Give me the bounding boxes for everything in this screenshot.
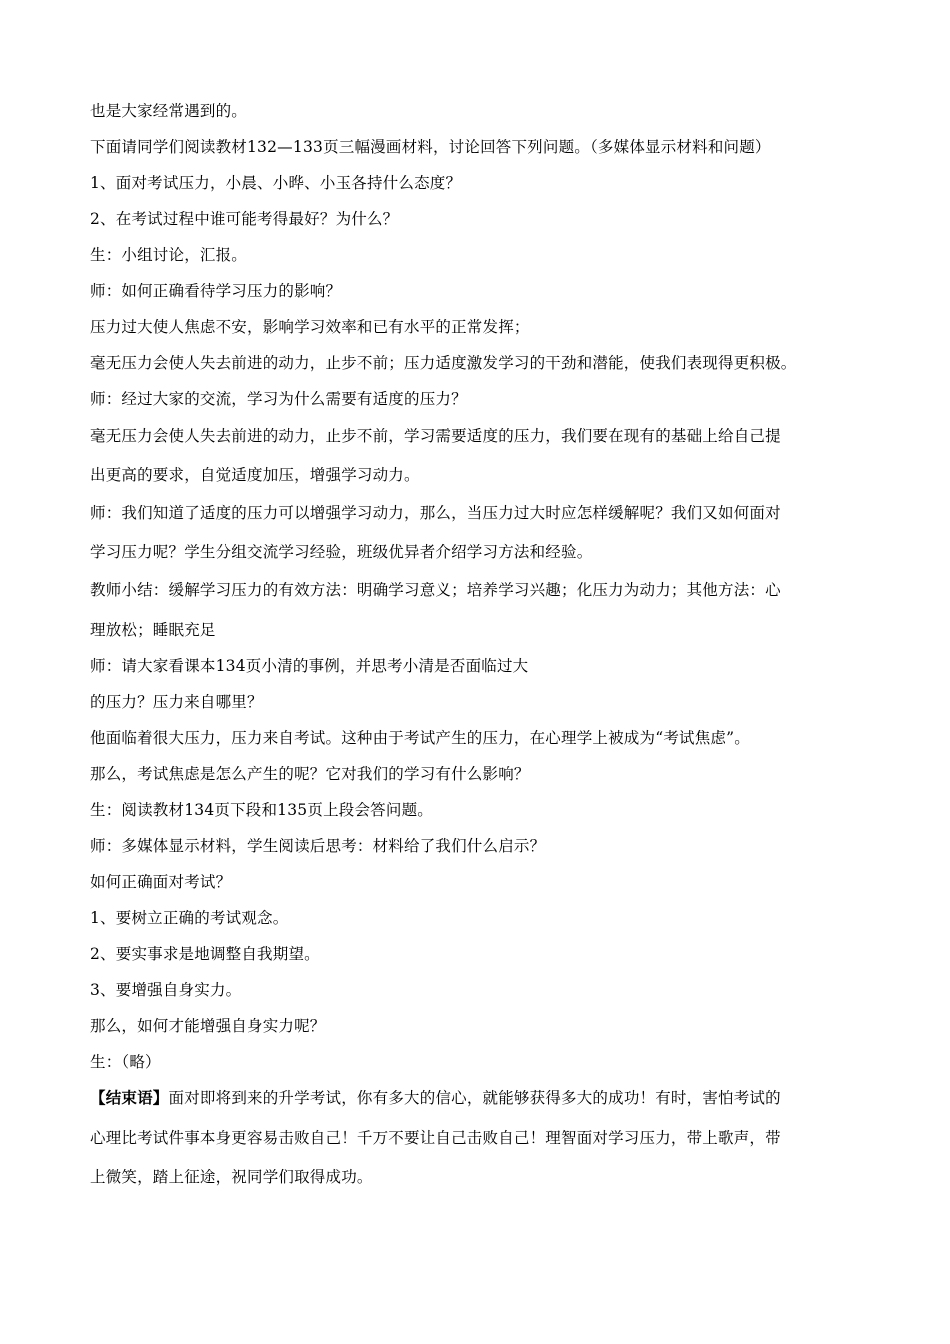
text-line: 那么，如何才能增强自身实力呢？ <box>90 1017 326 1035</box>
text-line: 教师小结：缓解学习压力的有效方法：明确学习意义；培养学习兴趣；化压力为动力；其他方法：心 <box>90 581 781 599</box>
text-line: 师：请大家看课本134页小清的事例，并思考小清是否面临过大 <box>90 657 529 675</box>
text-line: 师：如何正确看待学习压力的影响？ <box>90 282 342 300</box>
text-line: 3、要增强自身实力。 <box>90 981 242 999</box>
text-line: 理放松；睡眠充足 <box>90 621 216 639</box>
text-line: 师：我们知道了适度的压力可以增强学习动力，那么，当压力过大时应怎样缓解呢？我们又如何面对 <box>90 504 781 522</box>
text-line: 2、在考试过程中谁可能考得最好？为什么？ <box>90 210 399 228</box>
text-line: 压力过大使人焦虑不安，影响学习效率和已有水平的正常发挥； <box>90 318 530 336</box>
text-line: 学习压力呢？学生分组交流学习经验，班级优异者介绍学习方法和经验。 <box>90 543 593 561</box>
text-line: 师：多媒体显示材料，学生阅读后思考：材料给了我们什么启示？ <box>90 837 546 855</box>
closing-paragraph-line-3: 上微笑，踏上征途，祝同学们取得成功。 <box>90 1168 373 1186</box>
text-line: 生：（略） <box>90 1053 161 1071</box>
text-line: 那么，考试焦虑是怎么产生的呢？它对我们的学习有什么影响？ <box>90 765 530 783</box>
text-line: 2、要实事求是地调整自我期望。 <box>90 945 320 963</box>
text-line: 1、要树立正确的考试观念。 <box>90 909 289 927</box>
text-line: 如何正确面对考试？ <box>90 873 232 891</box>
text-line: 毫无压力会使人失去前进的动力，止步不前；压力适度激发学习的干劲和潜能，使我们表现得更积极。 <box>90 354 797 372</box>
text-line: 他面临着很大压力，压力来自考试。这种由于考试产生的压力，在心理学上被成为“考试焦虑”。 <box>90 729 750 747</box>
closing-label: 【结束语】 <box>90 1088 169 1107</box>
text-line: 师：经过大家的交流，学习为什么需要有适度的压力？ <box>90 390 467 408</box>
text-line: 的压力？压力来自哪里？ <box>90 693 263 711</box>
closing-text: 面对即将到来的升学考试，你有多大的信心，就能够获得多大的成功！有时，害怕考试的 <box>168 1089 781 1107</box>
closing-paragraph-line-1 <box>90 1088 870 1108</box>
text-line: 也是大家经常遇到的。 <box>90 102 248 120</box>
text-line: 下面请同学们阅读教材132—133页三幅漫画材料，讨论回答下列问题。（多媒体显示材料和问题） <box>90 138 771 156</box>
text-line: 出更高的要求，自觉适度加压，增强学习动力。 <box>90 466 420 484</box>
text-line: 1、面对考试压力，小晨、小晔、小玉各持什么态度？ <box>90 174 462 192</box>
text-line: 生：阅读教材134页下段和135页上段会答问题。 <box>90 801 433 819</box>
text-line: 毫无压力会使人失去前进的动力，止步不前，学习需要适度的压力，我们要在现有的基础上给自己提 <box>90 427 781 445</box>
text-line: 生：小组讨论，汇报。 <box>90 246 248 264</box>
closing-paragraph-line-2: 心理比考试件事本身更容易击败自己！千万不要让自己击败自己！理智面对学习压力，带上歌声，带 <box>90 1129 781 1147</box>
